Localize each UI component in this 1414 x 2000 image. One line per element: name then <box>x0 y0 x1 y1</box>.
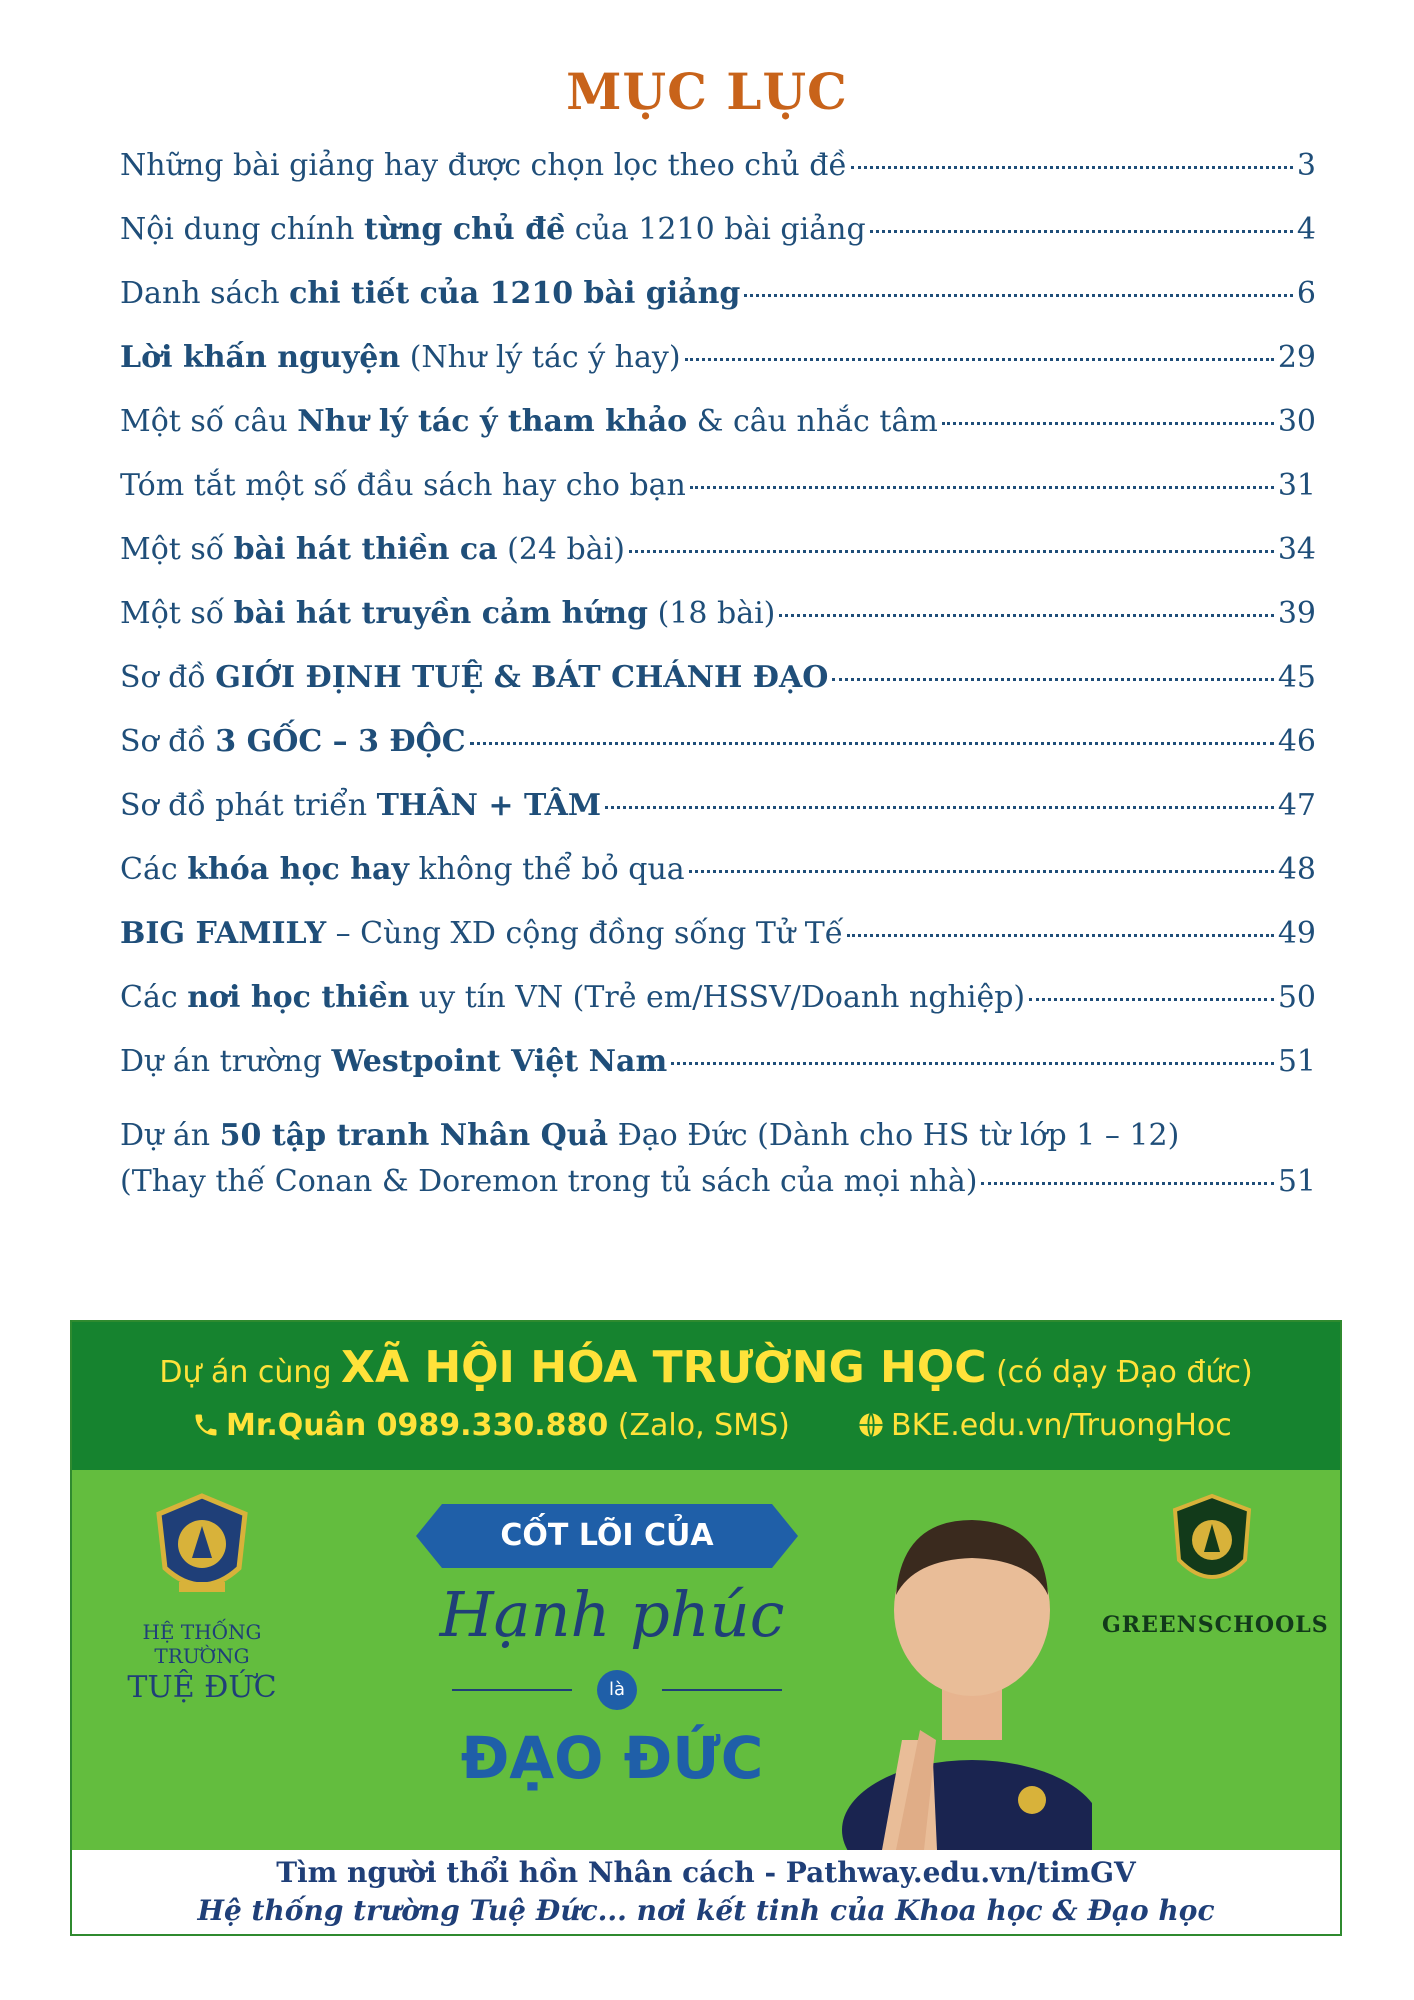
toc-page-number: 49 <box>1277 916 1316 951</box>
toc-item[interactable] <box>120 276 1316 340</box>
project-main: XÃ HỘI HÓA TRƯỜNG HỌC <box>341 1342 987 1393</box>
toc-item[interactable] <box>120 340 1316 404</box>
toc-item[interactable] <box>120 532 1316 596</box>
globe-icon <box>857 1411 885 1439</box>
toc-item-title <box>120 596 775 631</box>
toc-item-text: Nội dung chính <box>120 212 364 247</box>
toc-item[interactable] <box>120 660 1316 724</box>
toc-item[interactable] <box>120 596 1316 660</box>
dot-leader <box>470 742 1274 745</box>
divider-row <box>452 1670 782 1710</box>
divider-line-left <box>452 1689 572 1691</box>
dot-leader <box>689 870 1274 873</box>
banner-artwork <box>72 1470 1340 1850</box>
toc-page-number: 45 <box>1277 660 1316 695</box>
toc-item-text: Đạo Đức (Dành cho HS từ lớp 1 – 12) <box>608 1118 1180 1153</box>
divider-line-right <box>662 1689 782 1691</box>
toc-page-number: 31 <box>1277 468 1316 503</box>
toc-page-number: 3 <box>1296 148 1316 183</box>
toc-item[interactable] <box>120 1108 1316 1216</box>
dot-leader <box>832 678 1273 681</box>
phone-note: (Zalo, SMS) <box>608 1408 790 1443</box>
toc-page-number: 46 <box>1277 724 1316 759</box>
toc-item-title <box>120 724 466 759</box>
toc-page-number: 6 <box>1296 276 1316 311</box>
toc-list <box>120 148 1316 1216</box>
toc-item-title <box>120 404 938 439</box>
toc-item-text: Dự án trường <box>120 1044 332 1079</box>
toc-item-text: (18 bài) <box>648 596 776 631</box>
dot-leader <box>629 550 1274 553</box>
dot-leader <box>605 806 1274 809</box>
dot-leader <box>744 294 1293 297</box>
toc-title: MỤC LỤC <box>566 62 848 121</box>
toc-item-text: (Như lý tác ý hay) <box>400 340 681 375</box>
dot-leader <box>942 422 1274 425</box>
is-badge: là <box>597 1670 637 1710</box>
dot-leader <box>851 166 1293 169</box>
toc-item-text: Dự án <box>120 1118 220 1153</box>
phone-number: Mr.Quân 0989.330.880 <box>226 1408 609 1443</box>
dot-leader <box>779 614 1273 617</box>
toc-item[interactable] <box>120 852 1316 916</box>
toc-item-text: & câu nhắc tâm <box>687 404 938 439</box>
toc-page-number: 34 <box>1277 532 1316 567</box>
toc-item-bold-text: bài hát thiền ca <box>233 532 498 567</box>
toc-item[interactable] <box>120 148 1316 212</box>
toc-item-text: Một số <box>120 532 234 567</box>
toc-item-title <box>120 340 681 375</box>
greenschools-emblem-icon <box>1167 1490 1257 1600</box>
toc-item-text: (24 bài) <box>497 532 625 567</box>
core-ribbon: CỐT LÕI CỦA <box>442 1504 772 1568</box>
toc-item[interactable] <box>120 1044 1316 1108</box>
toc-item-title <box>120 788 601 823</box>
toc-item-title <box>120 148 847 183</box>
website-contact <box>857 1408 1232 1443</box>
footer-line1: Tìm người thổi hồn Nhân cách - Pathway.edu.vn/timGV <box>276 1856 1136 1889</box>
toc-item-text: Các <box>120 980 188 1015</box>
toc-item-bold-text: Như lý tác ý tham khảo <box>297 404 688 439</box>
toc-item-title <box>120 980 1025 1015</box>
dot-leader <box>671 1062 1274 1065</box>
greenschools-logo <box>1102 1490 1329 1638</box>
toc-item-bold-text: Lời khấn nguyện <box>120 340 401 375</box>
toc-item-bold-text: nơi học thiền <box>187 980 410 1015</box>
toc-item-text: không thể bỏ qua <box>408 852 685 887</box>
toc-item-text: Một số câu <box>120 404 298 439</box>
dot-leader <box>847 934 1274 937</box>
website-link[interactable]: BKE.edu.vn/TruongHoc <box>891 1408 1232 1443</box>
toc-item-title <box>120 468 686 503</box>
toc-item[interactable] <box>120 980 1316 1044</box>
toc-item-text: Tóm tắt một số đầu sách hay cho bạn <box>120 468 686 503</box>
toc-item-text: Sơ đồ <box>120 660 216 695</box>
toc-item-text: Sơ đồ phát triển <box>120 788 377 823</box>
toc-page-number: 51 <box>1277 1164 1316 1199</box>
toc-item-text: – Cùng XD cộng đồng sống Tử Tế <box>326 916 844 951</box>
toc-item-bold-text: từng chủ đề <box>363 212 566 247</box>
phone-contact <box>192 1408 790 1443</box>
toc-item-bold-text: 3 GỐC – 3 ĐỘC <box>215 724 466 759</box>
dot-leader <box>685 358 1274 361</box>
project-suffix: (có dạy Đạo đức) <box>986 1355 1253 1390</box>
toc-page-number: 51 <box>1277 1044 1316 1079</box>
promo-banner <box>70 1320 1342 1936</box>
tue-duc-logo <box>92 1490 312 1705</box>
tue-duc-emblem-icon <box>147 1490 257 1610</box>
praying-child-image <box>832 1500 1092 1850</box>
project-line <box>72 1342 1340 1393</box>
toc-item-title <box>120 276 740 311</box>
toc-item-bold-text: GIỚI ĐỊNH TUỆ & BÁT CHÁNH ĐẠO <box>215 660 829 695</box>
toc-item[interactable] <box>120 468 1316 532</box>
project-prefix: Dự án cùng <box>159 1355 342 1390</box>
toc-page-number: 39 <box>1277 596 1316 631</box>
toc-page-number: 4 <box>1296 212 1316 247</box>
ethics-heading: ĐẠO ĐỨC <box>460 1724 764 1792</box>
toc-item[interactable] <box>120 788 1316 852</box>
dot-leader <box>690 486 1274 489</box>
toc-item-title <box>120 532 625 567</box>
toc-item-bold-text: Westpoint Việt Nam <box>331 1044 668 1079</box>
left-logo-line1: HỆ THỐNG TRƯỜNG <box>142 1620 262 1668</box>
toc-item-title <box>120 852 685 887</box>
phone-icon <box>192 1411 220 1439</box>
toc-item-bold-text: THÂN + TÂM <box>376 788 602 823</box>
banner-footer <box>72 1850 1340 1936</box>
toc-item-text: Một số <box>120 596 234 631</box>
toc-item-title <box>120 1044 667 1079</box>
toc-page-number: 30 <box>1277 404 1316 439</box>
toc-item-text: Các <box>120 852 188 887</box>
happiness-heading: Hạnh phúc <box>439 1578 785 1651</box>
toc-item-text: (Thay thế Conan & Doremon trong tủ sách của mọi nhà) <box>120 1164 978 1199</box>
dot-leader <box>981 1182 1273 1185</box>
toc-item-text: Danh sách <box>120 276 290 311</box>
footer-line2: Hệ thống trường Tuệ Đức... nơi kết tinh của Khoa học & Đạo học <box>197 1894 1215 1927</box>
toc-item-text: uy tín VN (Trẻ em/HSSV/Doanh nghiệp) <box>409 980 1026 1015</box>
dot-leader <box>870 230 1293 233</box>
toc-item-bold-text: 50 tập tranh Nhân Quả <box>219 1118 609 1153</box>
right-logo-name: GREENSCHOOLS <box>1102 1612 1329 1638</box>
toc-item-title <box>120 1108 1316 1164</box>
toc-page-number: 29 <box>1277 340 1316 375</box>
toc-item-continuation <box>120 1164 1316 1216</box>
toc-item-title <box>120 916 843 951</box>
banner-header <box>72 1322 1340 1470</box>
toc-page-number: 47 <box>1277 788 1316 823</box>
toc-item-bold-text: chi tiết của 1210 bài giảng <box>289 276 741 311</box>
toc-item-text: của 1210 bài giảng <box>565 212 866 247</box>
toc-page-number: 48 <box>1277 852 1316 887</box>
toc-page-number: 50 <box>1277 980 1316 1015</box>
toc-item-bold-text: BIG FAMILY <box>120 916 327 951</box>
toc-item[interactable] <box>120 212 1316 276</box>
toc-item-bold-text: khóa học hay <box>187 852 409 887</box>
toc-item-text: Sơ đồ <box>120 724 216 759</box>
toc-item-bold-text: bài hát truyền cảm hứng <box>233 596 649 631</box>
toc-item[interactable] <box>120 916 1316 980</box>
toc-item-title <box>120 660 828 695</box>
toc-item-title <box>120 212 866 247</box>
toc-item-text: Những bài giảng hay được chọn lọc theo chủ đề <box>120 148 847 183</box>
dot-leader <box>1029 998 1274 1001</box>
toc-item[interactable] <box>120 404 1316 468</box>
toc-item[interactable] <box>120 724 1316 788</box>
left-logo-line2: TUỆ ĐỨC <box>127 1670 277 1705</box>
